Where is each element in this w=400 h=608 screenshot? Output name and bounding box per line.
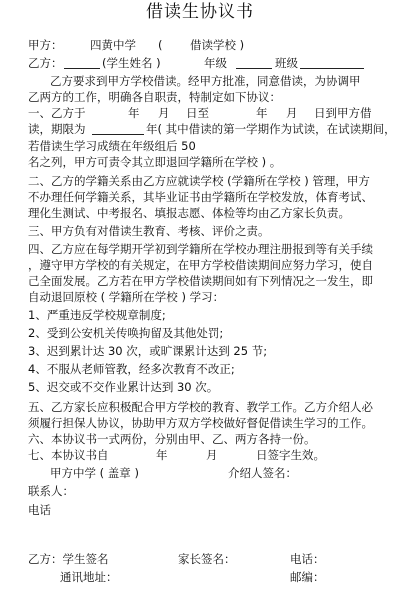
party-a-seal: 甲方中学 ( 盖章 ) — [50, 466, 139, 480]
clause7-month: 月 — [206, 448, 218, 462]
clause1-line3: 若借读生学习成绩在年级组后 50 — [28, 139, 196, 153]
clause2-line1: 二、乙方的学籍关系由乙方应就读学校 (学籍所在学校 ) 管理，甲方 — [28, 174, 370, 188]
student-name-blank — [64, 68, 100, 69]
address-label: 通讯地址： — [60, 570, 118, 584]
party-b-student-signature: 乙方：学生签名 — [28, 552, 109, 566]
student-name-note: (学生姓名 ) — [102, 56, 161, 70]
clause4-line1: 四、乙方应在每学期开学初到学籍所在学校办理注册报到等有关手续 — [28, 242, 373, 256]
intro-line-1: 乙方要求到甲方学校借读。经甲方批准，同意借读，为协调甲 — [50, 74, 361, 88]
clause5-line1: 五、乙方家长应积极配合甲方学校的教育、教学工作。乙方介绍人必 — [28, 400, 373, 414]
condition-item: 1、严重违反学校规章制度; — [28, 308, 166, 322]
clause1-line2-a: 读，期限为 — [28, 122, 86, 136]
intro-line-2: 乙两方的工作，明确各自职责，特制定如下协议： — [28, 90, 281, 104]
clause1-day-to: 日至 — [186, 106, 209, 120]
term-blank — [92, 134, 144, 135]
condition-item: 3、迟到累计达 30 次，或旷课累计达到 25 节; — [28, 344, 268, 358]
party-a-school-note: 借读学校 ) — [190, 38, 245, 52]
party-a-school: 四黄中学 — [90, 38, 136, 52]
clause7-prefix: 七、本协议书自 — [28, 448, 109, 462]
clause1-month2: 月 — [286, 106, 298, 120]
condition-item: 5、迟交或不交作业累计达到 30 次。 — [28, 380, 219, 394]
clause7-year: 年 — [156, 448, 168, 462]
clause5-line2: 须履行担保人协议，协助甲方双方学校做好督促借读生学习的工作。 — [28, 416, 373, 430]
clause7-tail: 日签字生效。 — [256, 448, 325, 462]
party-b-label: 乙方： — [28, 56, 63, 70]
class-label: 班级 — [275, 56, 298, 70]
clause1-month1: 月 — [158, 106, 170, 120]
introducer-signature: 介绍人签名： — [228, 466, 297, 480]
postcode-label: 邮编： — [290, 570, 325, 584]
condition-item: 4、不服从老师管教，经多次教育不改正; — [28, 362, 235, 376]
clause4-line4: 自动退回原校 ( 学籍所在学校 ) 学习： — [28, 290, 225, 304]
clause1-day-tail: 日到甲方借 — [314, 106, 372, 120]
contact-label: 联系人： — [28, 484, 74, 498]
condition-item: 2、受到公安机关传唤拘留及其他处罚; — [28, 326, 224, 340]
document-title: 借读生协议书 — [146, 2, 254, 22]
clause4-line3: 己全面发展。乙方若在甲方学校借读期间如有下列情况之一发生，即 — [28, 274, 373, 288]
party-a-label: 甲方： — [28, 38, 63, 52]
phone-label: 电话 — [28, 503, 51, 517]
clause1-line2-b: 年( 其中借读的第一学期作为试读，在试读期间， — [146, 122, 396, 136]
clause1-prefix: 一、乙方于 — [28, 106, 86, 120]
clause2-line3: 理化生测试、中考报名、填报志愿、体检等均由乙方家长负责。 — [28, 206, 350, 220]
phone2-label: 电话： — [290, 552, 325, 566]
party-a-paren: ( — [158, 38, 163, 52]
clause2-line2: 不办理任何学籍关系，其毕业证书由学籍所在学校发放，体育考试、 — [28, 190, 373, 204]
clause1-line4: 名之列，甲方可责令其立即退回学籍所在学校 ) 。 — [28, 155, 282, 169]
grade-blank — [236, 68, 272, 69]
class-blank — [300, 68, 364, 69]
clause6: 六、本协议书一式两份，分别由甲、乙、两方各持一份。 — [28, 432, 316, 446]
clause1-year1: 年 — [128, 106, 140, 120]
clause1-year2: 年 — [256, 106, 268, 120]
grade-label: 年级 — [204, 56, 227, 70]
clause4-line2: ，遵守甲方学校的有关规定，在甲方学校借读期间应努力学习，使自 — [28, 258, 373, 272]
parent-signature: 家长签名： — [178, 552, 236, 566]
clause3: 三、甲方负有对借读生教育、考核、评价之责。 — [28, 224, 270, 238]
